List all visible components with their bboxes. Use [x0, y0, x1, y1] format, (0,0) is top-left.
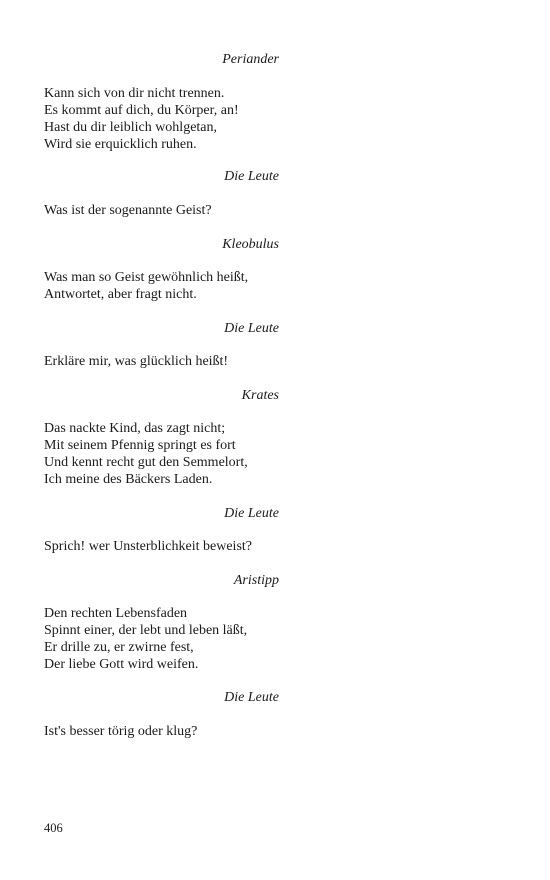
verse-line: Ist's besser törig oder klug? [44, 724, 198, 739]
verse-stanza [44, 353, 344, 370]
verse-line: Wird sie erquicklich ruhen. [44, 137, 197, 152]
verse-line: Hast du dir leiblich wohlgetan, [44, 120, 218, 135]
verse-stanza [44, 723, 344, 740]
speaker-name: Die Leute [224, 506, 279, 521]
verse-line: Ich meine des Bäckers Laden. [44, 472, 213, 487]
verse-stanza [44, 605, 344, 673]
verse-stanza [44, 269, 344, 303]
speaker-name: Kleobulus [222, 237, 279, 252]
verse-stanza [44, 538, 344, 555]
verse-line: Erkläre mir, was glücklich heißt! [44, 354, 229, 369]
verse-stanza [44, 202, 344, 219]
verse-line: Sprich! wer Unsterblichkeit beweist? [44, 539, 252, 554]
verse-line: Es kommt auf dich, du Körper, an! [44, 103, 239, 118]
verse-line: Er drille zu, er zwirne fest, [44, 640, 194, 655]
verse-line: Antwortet, aber fragt nicht. [44, 287, 197, 302]
speaker-name: Krates [241, 388, 279, 403]
verse-line: Und kennt recht gut den Semmelort, [44, 455, 248, 470]
verse-line: Was man so Geist gewöhnlich heißt, [44, 270, 249, 285]
page-number: 406 [44, 821, 63, 835]
speaker-name: Die Leute [224, 169, 279, 184]
verse-line: Den rechten Lebensfaden [44, 606, 188, 621]
verse-line: Das nackte Kind, das zagt nicht; [44, 421, 226, 436]
verse-line: Kann sich von dir nicht trennen. [44, 86, 225, 101]
speaker-name: Die Leute [224, 321, 279, 336]
speaker-name: Aristipp [233, 573, 279, 588]
verse-line: Mit seinem Pfennig springt es fort [44, 438, 236, 453]
speaker-name: Periander [222, 52, 279, 67]
verse-stanza [44, 85, 344, 153]
verse-stanza [44, 420, 344, 488]
verse-line: Der liebe Gott wird weifen. [44, 657, 199, 672]
verse-line: Was ist der sogenannte Geist? [44, 203, 212, 218]
verse-line: Spinnt einer, der lebt und leben läßt, [44, 623, 248, 638]
speaker-name: Die Leute [224, 690, 279, 705]
